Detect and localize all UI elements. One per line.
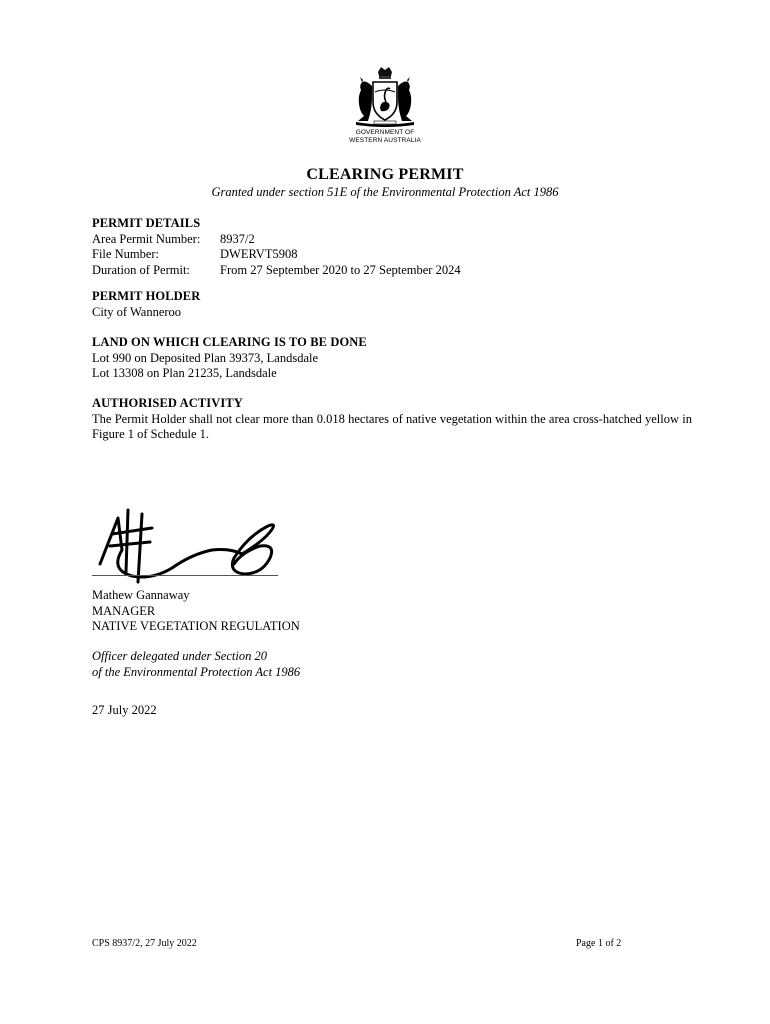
document-title: CLEARING PERMIT [306, 166, 464, 183]
duration-value: From 27 September 2020 to 27 September 2024 [220, 262, 461, 277]
footer-page-number: Page 1 of 2 [576, 938, 622, 949]
land-line-1: Lot 990 on Deposited Plan 39373, Landsdale [92, 350, 319, 365]
officer-block [92, 588, 300, 635]
land-heading: LAND ON WHICH CLEARING IS TO BE DONE [92, 335, 367, 349]
permit-holder-value: City of Wanneroo [92, 304, 182, 319]
footer-reference: CPS 8937/2, 27 July 2022 [92, 938, 197, 949]
activity-heading: AUTHORISED ACTIVITY [92, 396, 243, 410]
signed-date: 27 July 2022 [92, 703, 157, 717]
land-section [92, 335, 367, 382]
area-permit-row [92, 232, 461, 248]
coat-of-arms-icon [350, 66, 420, 128]
delegation-line-1: Officer delegated under Section 20 [92, 649, 267, 663]
duration-label: Duration of Permit: [92, 262, 190, 277]
permit-details-heading: PERMIT DETAILS [92, 216, 201, 230]
activity-text: The Permit Holder shall not clear more than 0.018 hectares of native vegetation within the area cross-hatched yellow in Figure 1 of Schedule 1. [92, 411, 692, 441]
crest-caption-line2: WESTERN AUSTRALIA [349, 136, 421, 144]
officer-name: Mathew Gannaway [92, 588, 190, 602]
file-number-label: File Number: [92, 247, 160, 261]
permit-details-section [92, 216, 461, 278]
officer-signature [92, 506, 292, 586]
signature-line [92, 575, 278, 576]
crest-caption [340, 129, 430, 144]
officer-unit: NATIVE VEGETATION REGULATION [92, 619, 300, 633]
permit-holder-heading: PERMIT HOLDER [92, 289, 201, 303]
activity-section [92, 396, 692, 443]
officer-role: MANAGER [92, 603, 156, 618]
file-number-value: DWERVT5908 [220, 247, 298, 261]
delegation-block [92, 649, 300, 680]
crest-caption-line1: GOVERNMENT OF [355, 129, 415, 136]
file-number-row [92, 247, 461, 263]
document-subtitle: Granted under section 51E of the Environmental Protection Act 1986 [211, 185, 559, 199]
duration-row [92, 263, 461, 279]
permit-holder-section [92, 289, 200, 320]
area-permit-value: 8937/2 [220, 231, 255, 246]
area-permit-label: Area Permit Number: [92, 231, 201, 246]
delegation-line-2: of the Environmental Protection Act 1986 [92, 664, 301, 679]
land-line-2: Lot 13308 on Plan 21235, Landsdale [92, 366, 277, 380]
government-crest [340, 66, 430, 150]
